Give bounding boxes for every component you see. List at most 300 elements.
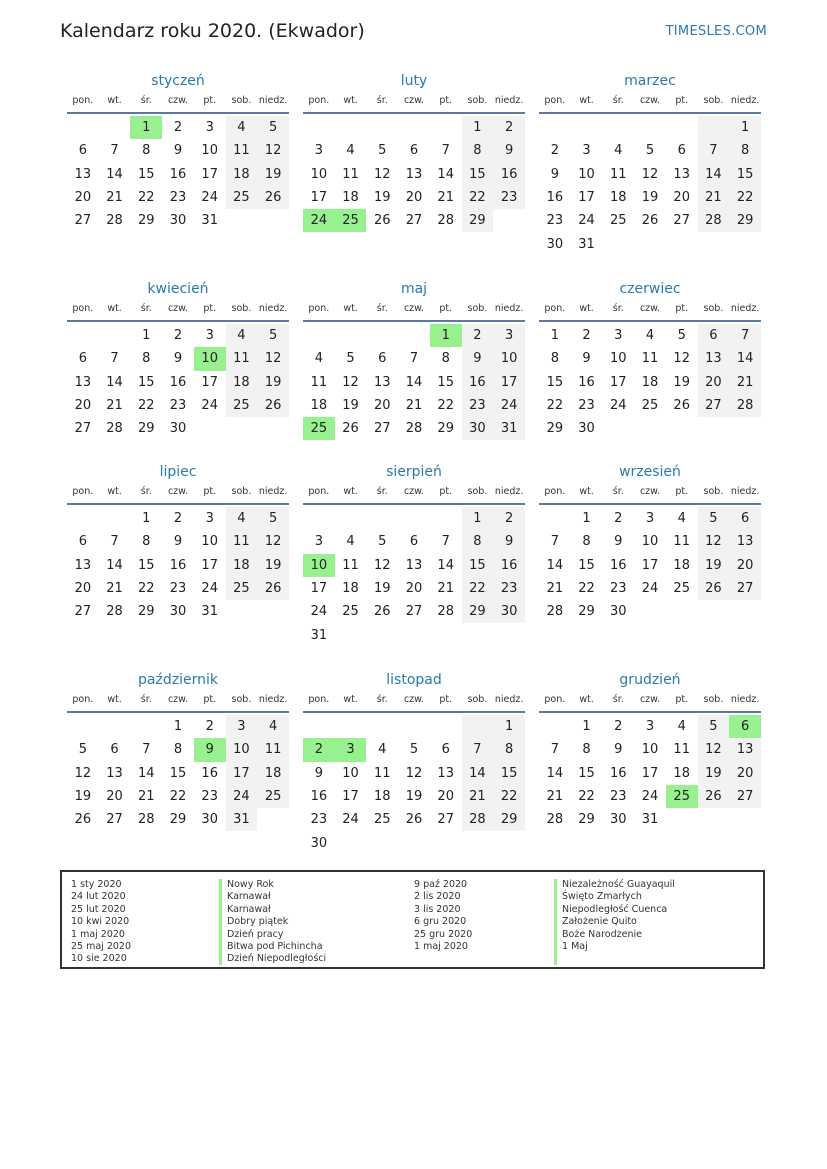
day-cell[interactable]: 22 (169, 789, 187, 805)
day-cell[interactable]: 26 (257, 577, 289, 600)
day-cell[interactable]: 7 (550, 534, 559, 550)
day-cell[interactable]: 12 (405, 765, 423, 781)
day-cell[interactable]: 8 (462, 139, 494, 162)
day-cell[interactable]: 15 (578, 557, 595, 573)
day-cell[interactable]: 16 (462, 371, 494, 394)
day-cell[interactable]: 12 (698, 530, 730, 553)
day-cell[interactable]: 28 (106, 213, 123, 229)
day-cell[interactable]: 19 (405, 789, 423, 805)
day-cell[interactable]: 1 (142, 328, 151, 344)
day-cell[interactable]: 5 (645, 143, 655, 159)
day-cell[interactable]: 9 (314, 765, 323, 781)
day-cell[interactable]: 10 (578, 166, 595, 182)
day-cell[interactable]: 10 (201, 143, 218, 159)
day-cell[interactable]: 19 (698, 762, 730, 785)
day-cell[interactable]: 25 (226, 186, 258, 209)
day-cell[interactable]: 24 (310, 604, 328, 620)
day-cell[interactable]: 2 (582, 328, 591, 344)
day-cell[interactable]: 6 (78, 351, 87, 367)
day-cell[interactable]: 1 (550, 328, 559, 344)
day-cell[interactable]: 26 (257, 394, 289, 417)
day-cell[interactable]: 9 (173, 143, 183, 159)
day-cell[interactable]: 13 (374, 374, 391, 390)
day-cell[interactable]: 3 (226, 715, 258, 738)
day-cell[interactable]: 16 (610, 557, 627, 573)
day-cell[interactable]: 20 (729, 554, 761, 577)
day-cell[interactable]: 14 (698, 163, 730, 186)
day-cell[interactable]: 30 (546, 236, 564, 252)
day-cell[interactable]: 11 (257, 738, 289, 761)
day-cell[interactable]: 30 (462, 417, 494, 440)
day-cell[interactable]: 26 (698, 785, 730, 808)
day-cell[interactable]: 15 (437, 374, 454, 390)
day-cell[interactable]: 21 (698, 186, 730, 209)
day-cell[interactable]: 24 (641, 581, 659, 597)
day-cell[interactable]: 21 (405, 398, 423, 414)
day-cell[interactable]: 14 (138, 765, 155, 781)
day-cell[interactable]: 15 (138, 557, 155, 573)
day-cell[interactable]: 29 (138, 421, 155, 437)
day-cell[interactable]: 19 (257, 371, 289, 394)
day-cell[interactable]: 13 (106, 765, 123, 781)
day-cell[interactable]: 7 (729, 324, 761, 347)
day-cell[interactable]: 24 (201, 190, 218, 206)
day-cell[interactable]: 29 (578, 812, 595, 828)
day-cell[interactable]: 21 (462, 785, 494, 808)
day-cell[interactable]: 25 (335, 209, 367, 232)
day-cell[interactable]: 11 (641, 351, 659, 367)
day-cell[interactable]: 29 (138, 213, 155, 229)
day-cell[interactable]: 1 (462, 116, 494, 139)
day-cell[interactable]: 1 (493, 715, 525, 738)
day-cell[interactable]: 18 (374, 789, 391, 805)
day-cell[interactable]: 12 (74, 765, 92, 781)
day-cell[interactable]: 1 (430, 324, 462, 347)
day-cell[interactable]: 21 (546, 789, 564, 805)
day-cell[interactable]: 6 (78, 534, 87, 550)
day-cell[interactable]: 14 (462, 762, 494, 785)
day-cell[interactable]: 10 (226, 738, 258, 761)
day-cell[interactable]: 19 (374, 190, 391, 206)
day-cell[interactable]: 8 (142, 534, 151, 550)
day-cell[interactable]: 22 (462, 577, 494, 600)
day-cell[interactable]: 27 (74, 421, 92, 437)
day-cell[interactable]: 11 (226, 139, 258, 162)
day-cell[interactable]: 15 (462, 554, 494, 577)
day-cell[interactable]: 27 (74, 213, 92, 229)
day-cell[interactable]: 1 (130, 116, 162, 139)
day-cell[interactable]: 3 (645, 719, 655, 735)
day-cell[interactable]: 11 (310, 374, 328, 390)
day-cell[interactable]: 12 (257, 347, 289, 370)
day-cell[interactable]: 24 (303, 209, 335, 232)
day-cell[interactable]: 4 (226, 507, 258, 530)
day-cell[interactable]: 16 (493, 554, 525, 577)
day-cell[interactable]: 19 (257, 554, 289, 577)
day-cell[interactable]: 23 (578, 398, 595, 414)
day-cell[interactable]: 18 (257, 762, 289, 785)
day-cell[interactable]: 17 (310, 581, 328, 597)
day-cell[interactable]: 16 (578, 374, 595, 390)
day-cell[interactable]: 14 (546, 765, 564, 781)
day-cell[interactable]: 20 (437, 789, 454, 805)
day-cell[interactable]: 22 (578, 789, 595, 805)
day-cell[interactable]: 14 (106, 374, 123, 390)
day-cell[interactable]: 2 (614, 719, 623, 735)
day-cell[interactable]: 13 (74, 166, 92, 182)
day-cell[interactable]: 5 (78, 742, 87, 758)
day-cell[interactable]: 7 (698, 139, 730, 162)
day-cell[interactable]: 6 (729, 715, 761, 738)
day-cell[interactable]: 3 (582, 143, 591, 159)
day-cell[interactable]: 28 (729, 394, 761, 417)
day-cell[interactable]: 9 (550, 166, 559, 182)
day-cell[interactable]: 7 (441, 534, 450, 550)
day-cell[interactable]: 1 (582, 719, 591, 735)
day-cell[interactable]: 14 (437, 557, 454, 573)
day-cell[interactable]: 10 (201, 534, 218, 550)
day-cell[interactable]: 17 (578, 190, 595, 206)
day-cell[interactable]: 25 (641, 398, 659, 414)
day-cell[interactable]: 26 (374, 604, 391, 620)
day-cell[interactable]: 4 (257, 715, 289, 738)
day-cell[interactable]: 18 (226, 554, 258, 577)
day-cell[interactable]: 2 (462, 324, 494, 347)
day-cell[interactable]: 4 (346, 534, 355, 550)
day-cell[interactable]: 29 (729, 209, 761, 232)
day-cell[interactable]: 30 (310, 835, 328, 851)
day-cell[interactable]: 16 (169, 166, 187, 182)
day-cell[interactable]: 27 (405, 604, 423, 620)
day-cell[interactable]: 4 (314, 351, 323, 367)
day-cell[interactable]: 30 (201, 812, 218, 828)
day-cell[interactable]: 8 (582, 534, 591, 550)
day-cell[interactable]: 5 (257, 324, 289, 347)
day-cell[interactable]: 2 (173, 511, 183, 527)
day-cell[interactable]: 25 (666, 785, 698, 808)
day-cell[interactable]: 21 (437, 190, 454, 206)
day-cell[interactable]: 22 (138, 581, 155, 597)
day-cell[interactable]: 10 (493, 347, 525, 370)
day-cell[interactable]: 29 (437, 421, 454, 437)
day-cell[interactable]: 18 (342, 190, 359, 206)
day-cell[interactable]: 11 (226, 347, 258, 370)
day-cell[interactable]: 7 (110, 351, 119, 367)
day-cell[interactable]: 10 (310, 166, 328, 182)
day-cell[interactable]: 13 (405, 166, 423, 182)
day-cell[interactable]: 24 (201, 398, 218, 414)
day-cell[interactable]: 3 (493, 324, 525, 347)
day-cell[interactable]: 16 (310, 789, 328, 805)
day-cell[interactable]: 18 (673, 765, 690, 781)
day-cell[interactable]: 13 (437, 765, 454, 781)
day-cell[interactable]: 28 (437, 213, 454, 229)
day-cell[interactable]: 21 (138, 789, 155, 805)
day-cell[interactable]: 19 (374, 581, 391, 597)
day-cell[interactable]: 19 (74, 789, 92, 805)
day-cell[interactable]: 7 (441, 143, 450, 159)
day-cell[interactable]: 12 (673, 351, 690, 367)
day-cell[interactable]: 21 (106, 398, 123, 414)
day-cell[interactable]: 5 (677, 328, 686, 344)
day-cell[interactable]: 2 (173, 328, 183, 344)
day-cell[interactable]: 18 (610, 190, 627, 206)
day-cell[interactable]: 3 (205, 120, 214, 136)
day-cell[interactable]: 28 (546, 812, 564, 828)
day-cell[interactable]: 9 (194, 738, 226, 761)
day-cell[interactable]: 17 (310, 190, 328, 206)
day-cell[interactable]: 3 (314, 534, 323, 550)
day-cell[interactable]: 28 (405, 421, 423, 437)
day-cell[interactable]: 25 (226, 394, 258, 417)
day-cell[interactable]: 4 (677, 719, 686, 735)
day-cell[interactable]: 23 (201, 789, 218, 805)
day-cell[interactable]: 1 (142, 511, 151, 527)
day-cell[interactable]: 2 (614, 511, 623, 527)
day-cell[interactable]: 12 (641, 166, 659, 182)
day-cell[interactable]: 16 (201, 765, 218, 781)
day-cell[interactable]: 22 (493, 785, 525, 808)
day-cell[interactable]: 8 (441, 351, 450, 367)
day-cell[interactable]: 20 (74, 190, 92, 206)
day-cell[interactable]: 24 (201, 581, 218, 597)
day-cell[interactable]: 5 (257, 507, 289, 530)
day-cell[interactable]: 16 (546, 190, 564, 206)
day-cell[interactable]: 8 (550, 351, 559, 367)
day-cell[interactable]: 24 (578, 213, 595, 229)
day-cell[interactable]: 11 (610, 166, 627, 182)
day-cell[interactable]: 5 (346, 351, 355, 367)
day-cell[interactable]: 15 (138, 166, 155, 182)
day-cell[interactable]: 10 (610, 351, 627, 367)
day-cell[interactable]: 19 (673, 374, 690, 390)
day-cell[interactable]: 19 (698, 554, 730, 577)
day-cell[interactable]: 6 (78, 143, 87, 159)
day-cell[interactable]: 21 (437, 581, 454, 597)
day-cell[interactable]: 26 (74, 812, 92, 828)
day-cell[interactable]: 5 (409, 742, 419, 758)
day-cell[interactable]: 17 (493, 371, 525, 394)
day-cell[interactable]: 31 (226, 808, 258, 831)
day-cell[interactable]: 24 (342, 812, 359, 828)
day-cell[interactable]: 15 (546, 374, 564, 390)
day-cell[interactable]: 20 (374, 398, 391, 414)
day-cell[interactable]: 29 (546, 421, 564, 437)
day-cell[interactable]: 13 (74, 557, 92, 573)
day-cell[interactable]: 13 (74, 374, 92, 390)
day-cell[interactable]: 11 (342, 166, 359, 182)
day-cell[interactable]: 8 (142, 351, 151, 367)
day-cell[interactable]: 23 (169, 398, 187, 414)
day-cell[interactable]: 1 (462, 507, 494, 530)
day-cell[interactable]: 31 (201, 604, 218, 620)
day-cell[interactable]: 29 (493, 808, 525, 831)
day-cell[interactable]: 2 (493, 116, 525, 139)
day-cell[interactable]: 10 (342, 765, 359, 781)
day-cell[interactable]: 28 (462, 808, 494, 831)
day-cell[interactable]: 14 (106, 166, 123, 182)
day-cell[interactable]: 8 (462, 530, 494, 553)
day-cell[interactable]: 21 (106, 581, 123, 597)
day-cell[interactable]: 4 (614, 143, 623, 159)
day-cell[interactable]: 28 (106, 604, 123, 620)
day-cell[interactable]: 25 (610, 213, 627, 229)
day-cell[interactable]: 7 (462, 738, 494, 761)
day-cell[interactable]: 6 (729, 507, 761, 530)
day-cell[interactable]: 10 (641, 742, 659, 758)
day-cell[interactable]: 17 (641, 557, 659, 573)
day-cell[interactable]: 22 (546, 398, 564, 414)
day-cell[interactable]: 21 (729, 371, 761, 394)
day-cell[interactable]: 30 (493, 600, 525, 623)
day-cell[interactable]: 25 (342, 604, 359, 620)
day-cell[interactable]: 26 (641, 213, 659, 229)
day-cell[interactable]: 23 (493, 186, 525, 209)
day-cell[interactable]: 12 (257, 139, 289, 162)
day-cell[interactable]: 8 (142, 143, 151, 159)
day-cell[interactable]: 25 (303, 417, 335, 440)
day-cell[interactable]: 18 (673, 557, 690, 573)
day-cell[interactable]: 27 (74, 604, 92, 620)
day-cell[interactable]: 22 (729, 186, 761, 209)
day-cell[interactable]: 17 (610, 374, 627, 390)
day-cell[interactable]: 14 (405, 374, 423, 390)
day-cell[interactable]: 11 (226, 530, 258, 553)
day-cell[interactable]: 13 (405, 557, 423, 573)
day-cell[interactable]: 20 (405, 190, 423, 206)
day-cell[interactable]: 5 (257, 116, 289, 139)
day-cell[interactable]: 25 (226, 577, 258, 600)
day-cell[interactable]: 12 (257, 530, 289, 553)
day-cell[interactable]: 21 (106, 190, 123, 206)
day-cell[interactable]: 23 (310, 812, 328, 828)
day-cell[interactable]: 18 (226, 163, 258, 186)
day-cell[interactable]: 17 (201, 166, 218, 182)
day-cell[interactable]: 24 (641, 789, 659, 805)
day-cell[interactable]: 2 (550, 143, 559, 159)
day-cell[interactable]: 26 (405, 812, 423, 828)
brand-logo[interactable]: TIMESLES.COM (665, 24, 767, 39)
day-cell[interactable]: 2 (205, 719, 214, 735)
day-cell[interactable]: 3 (205, 328, 214, 344)
day-cell[interactable]: 25 (257, 785, 289, 808)
day-cell[interactable]: 8 (729, 139, 761, 162)
day-cell[interactable]: 23 (610, 789, 627, 805)
day-cell[interactable]: 6 (409, 143, 419, 159)
day-cell[interactable]: 26 (673, 398, 690, 414)
day-cell[interactable]: 9 (493, 530, 525, 553)
day-cell[interactable]: 31 (493, 417, 525, 440)
day-cell[interactable]: 14 (106, 557, 123, 573)
day-cell[interactable]: 29 (462, 600, 494, 623)
day-cell[interactable]: 6 (409, 534, 419, 550)
day-cell[interactable]: 7 (110, 143, 119, 159)
day-cell[interactable]: 21 (546, 581, 564, 597)
day-cell[interactable]: 4 (346, 143, 355, 159)
day-cell[interactable]: 16 (169, 374, 187, 390)
day-cell[interactable]: 14 (546, 557, 564, 573)
day-cell[interactable]: 28 (698, 209, 730, 232)
day-cell[interactable]: 29 (138, 604, 155, 620)
day-cell[interactable]: 6 (677, 143, 686, 159)
day-cell[interactable]: 18 (226, 371, 258, 394)
day-cell[interactable]: 30 (578, 421, 595, 437)
day-cell[interactable]: 9 (614, 534, 623, 550)
day-cell[interactable]: 5 (698, 507, 730, 530)
day-cell[interactable]: 30 (169, 213, 187, 229)
day-cell[interactable]: 12 (342, 374, 359, 390)
day-cell[interactable]: 7 (550, 742, 559, 758)
day-cell[interactable]: 23 (169, 190, 187, 206)
day-cell[interactable]: 17 (201, 374, 218, 390)
day-cell[interactable]: 1 (582, 511, 591, 527)
day-cell[interactable]: 27 (729, 577, 761, 600)
day-cell[interactable]: 5 (698, 715, 730, 738)
day-cell[interactable]: 25 (673, 581, 690, 597)
day-cell[interactable]: 12 (374, 557, 391, 573)
day-cell[interactable]: 15 (138, 374, 155, 390)
day-cell[interactable]: 20 (698, 371, 730, 394)
day-cell[interactable]: 28 (138, 812, 155, 828)
day-cell[interactable]: 22 (437, 398, 454, 414)
day-cell[interactable]: 1 (173, 719, 183, 735)
day-cell[interactable]: 27 (106, 812, 123, 828)
day-cell[interactable]: 15 (578, 765, 595, 781)
day-cell[interactable]: 3 (614, 328, 623, 344)
day-cell[interactable]: 14 (729, 347, 761, 370)
day-cell[interactable]: 22 (578, 581, 595, 597)
day-cell[interactable]: 8 (173, 742, 183, 758)
day-cell[interactable]: 27 (374, 421, 391, 437)
day-cell[interactable]: 4 (677, 511, 686, 527)
day-cell[interactable]: 19 (641, 190, 659, 206)
day-cell[interactable]: 23 (462, 394, 494, 417)
day-cell[interactable]: 31 (201, 213, 218, 229)
day-cell[interactable]: 27 (698, 394, 730, 417)
day-cell[interactable]: 11 (673, 534, 690, 550)
day-cell[interactable]: 16 (493, 163, 525, 186)
day-cell[interactable]: 15 (493, 762, 525, 785)
day-cell[interactable]: 31 (310, 627, 328, 643)
day-cell[interactable]: 29 (578, 604, 595, 620)
day-cell[interactable]: 16 (169, 557, 187, 573)
day-cell[interactable]: 13 (729, 530, 761, 553)
day-cell[interactable]: 8 (582, 742, 591, 758)
day-cell[interactable]: 14 (437, 166, 454, 182)
day-cell[interactable]: 29 (462, 209, 494, 232)
day-cell[interactable]: 23 (546, 213, 564, 229)
day-cell[interactable]: 22 (138, 190, 155, 206)
day-cell[interactable]: 9 (173, 351, 183, 367)
day-cell[interactable]: 26 (342, 421, 359, 437)
day-cell[interactable]: 26 (698, 577, 730, 600)
day-cell[interactable]: 30 (169, 421, 187, 437)
day-cell[interactable]: 6 (378, 351, 387, 367)
day-cell[interactable]: 18 (342, 581, 359, 597)
day-cell[interactable]: 29 (169, 812, 187, 828)
day-cell[interactable]: 11 (374, 765, 391, 781)
day-cell[interactable]: 12 (374, 166, 391, 182)
day-cell[interactable]: 23 (169, 581, 187, 597)
day-cell[interactable]: 31 (578, 236, 595, 252)
day-cell[interactable]: 3 (335, 738, 367, 761)
day-cell[interactable]: 4 (226, 324, 258, 347)
day-cell[interactable]: 30 (169, 604, 187, 620)
day-cell[interactable]: 7 (142, 742, 151, 758)
day-cell[interactable]: 17 (342, 789, 359, 805)
day-cell[interactable]: 13 (698, 347, 730, 370)
day-cell[interactable]: 3 (645, 511, 655, 527)
